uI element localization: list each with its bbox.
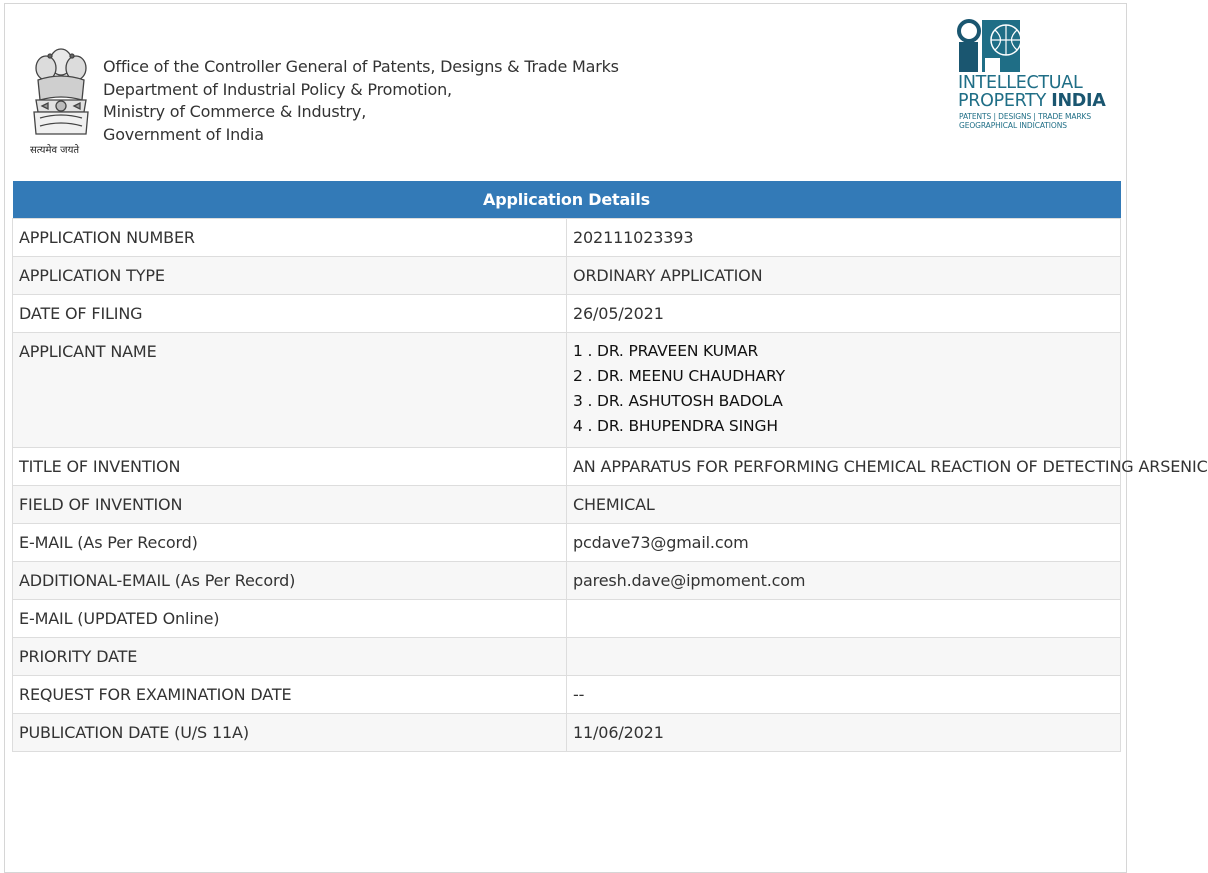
table-title: Application Details bbox=[13, 181, 1121, 219]
applicant-item: 4 . DR. BHUPENDRA SINGH bbox=[573, 417, 778, 435]
row-label: REQUEST FOR EXAMINATION DATE bbox=[13, 676, 567, 714]
applicant-item: 2 . DR. MEENU CHAUDHARY bbox=[573, 367, 785, 385]
ipi-logo-line1: INTELLECTUAL bbox=[958, 73, 1083, 93]
table-row-request-for-examination bbox=[13, 676, 1121, 714]
email-updated-value bbox=[567, 600, 1121, 638]
table-row-title-of-invention bbox=[13, 448, 1121, 486]
table-row-date-of-filing bbox=[13, 295, 1121, 333]
date-of-filing-value: 26/05/2021 bbox=[567, 295, 1121, 333]
org-line-2: Department of Industrial Policy & Promotion, bbox=[103, 79, 452, 99]
table-row-field-of-invention bbox=[13, 486, 1121, 524]
org-line-4: Government of India bbox=[103, 124, 264, 144]
ipi-logo-line3: PATENTS | DESIGNS | TRADE MARKS bbox=[959, 112, 1092, 121]
row-label: PRIORITY DATE bbox=[13, 638, 567, 676]
table-row-application-number bbox=[13, 219, 1121, 257]
ipi-logo-line4: GEOGRAPHICAL INDICATIONS bbox=[959, 121, 1067, 130]
applicant-item: 3 . DR. ASHUTOSH BADOLA bbox=[573, 392, 783, 410]
applicant-list bbox=[567, 333, 1121, 448]
row-label: ADDITIONAL-EMAIL (As Per Record) bbox=[13, 562, 567, 600]
email-value: pcdave73@gmail.com bbox=[567, 524, 1121, 562]
ipi-logo-property: PROPERTY bbox=[958, 91, 1052, 111]
row-label: E-MAIL (As Per Record) bbox=[13, 524, 567, 562]
table-row-publication-date bbox=[13, 714, 1121, 752]
priority-date-value bbox=[567, 638, 1121, 676]
row-label: PUBLICATION DATE (U/S 11A) bbox=[13, 714, 567, 752]
national-emblem bbox=[26, 42, 96, 160]
table-row-additional-email bbox=[13, 562, 1121, 600]
row-label: E-MAIL (UPDATED Online) bbox=[13, 600, 567, 638]
table-row-applicant-name bbox=[13, 333, 1121, 448]
additional-email-value: paresh.dave@ipmoment.com bbox=[567, 562, 1121, 600]
application-type-value: ORDINARY APPLICATION bbox=[567, 257, 1121, 295]
table-row-email bbox=[13, 524, 1121, 562]
publication-date-value: 11/06/2021 bbox=[567, 714, 1121, 752]
row-label: DATE OF FILING bbox=[13, 295, 567, 333]
row-label: TITLE OF INVENTION bbox=[13, 448, 567, 486]
row-label: APPLICATION TYPE bbox=[13, 257, 567, 295]
ipi-logo-line2 bbox=[958, 92, 1105, 110]
field-of-invention-value: CHEMICAL bbox=[567, 486, 1121, 524]
emblem-motto: सत्यमेव जयते bbox=[30, 145, 80, 156]
application-number-value: 202111023393 bbox=[567, 219, 1121, 257]
request-for-examination-value: -- bbox=[567, 676, 1121, 714]
application-details-table bbox=[12, 181, 1208, 752]
ipi-logo-india: INDIA bbox=[1051, 91, 1106, 111]
table-header-row bbox=[13, 181, 1121, 219]
ip-india-mark-icon bbox=[956, 18, 1026, 74]
table-row-email-updated bbox=[13, 600, 1121, 638]
ip-india-logo bbox=[956, 18, 1116, 136]
organisation-name bbox=[103, 56, 619, 146]
row-label: APPLICATION NUMBER bbox=[13, 219, 567, 257]
table-row-application-type bbox=[13, 257, 1121, 295]
row-label: APPLICANT NAME bbox=[13, 333, 567, 448]
org-line-3: Ministry of Commerce & Industry, bbox=[103, 102, 367, 121]
applicant-item: 1 . DR. PRAVEEN KUMAR bbox=[573, 342, 759, 360]
org-line-1: Office of the Controller General of Patents, Designs & Trade Marks bbox=[103, 57, 619, 76]
table-row-priority-date bbox=[13, 638, 1121, 676]
row-label: FIELD OF INVENTION bbox=[13, 486, 567, 524]
title-of-invention-value: AN APPARATUS FOR PERFORMING CHEMICAL REACTION OF DETECTING ARSENIC bbox=[567, 448, 1121, 486]
